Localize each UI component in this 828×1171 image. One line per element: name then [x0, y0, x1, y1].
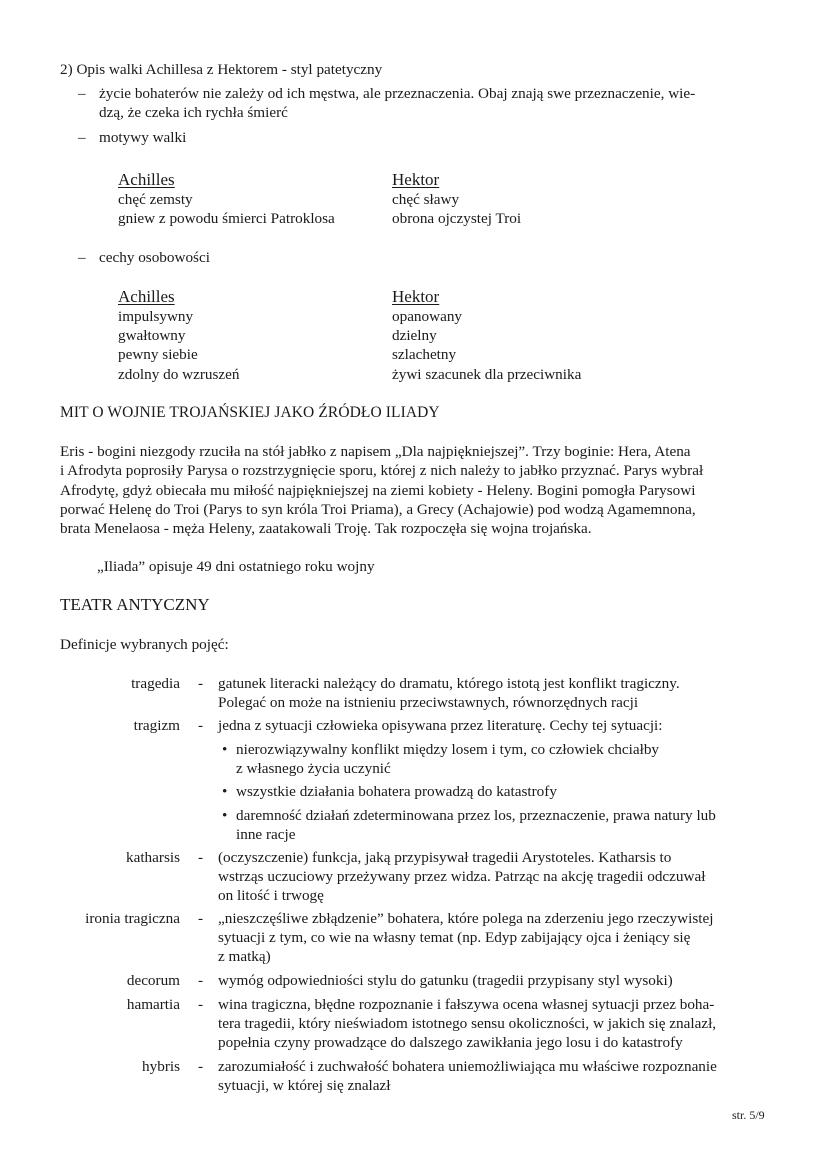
definition-line: wymóg odpowiedniości stylu do gatunku (tragedii przypisany styl wysoki)	[218, 972, 673, 989]
term-katharsis: katharsis	[126, 849, 180, 866]
bullet-line: inne racje	[236, 826, 296, 843]
term-separator: -	[198, 717, 204, 734]
traits-label: cechy osobowości	[99, 249, 210, 266]
definition-line: wina tragiczna, błędne rozpoznanie i fałszywa ocena własnej sytuacji przez boha-	[218, 996, 715, 1013]
myth-heading: MIT O WOJNIE TROJAŃSKIEJ JAKO ŹRÓDŁO ILIADY	[60, 404, 440, 421]
term-separator: -	[198, 910, 204, 927]
bullet-icon: •	[222, 807, 228, 824]
term-ironia-tragiczna: ironia tragiczna	[85, 910, 180, 927]
trait-achilles-item: impulsywny	[118, 308, 194, 325]
motives-achilles-header: Achilles	[118, 170, 175, 189]
bullet-line: z własnego życia uczynić	[236, 760, 391, 777]
definition-line: wstrząs uczuciowy przeżywany przez widza. Patrząc na akcję tragedii odczuwał	[218, 868, 706, 885]
term-separator: -	[198, 972, 204, 989]
definition-line: on litość i trwogę	[218, 887, 324, 904]
list-dash: –	[78, 85, 86, 102]
bullet-icon: •	[222, 783, 228, 800]
bullet-line: nierozwiązywalny konflikt między losem i tym, co człowiek chciałby	[236, 741, 660, 758]
traits-hektor-header: Hektor	[392, 287, 440, 306]
definition-line: z matką)	[218, 948, 271, 965]
trait-achilles-item: zdolny do wzruszeń	[118, 366, 240, 383]
definition-line: sytuacji z tym, co wie na własny temat (np. Edyp zabijający ojca i żeniący się	[218, 929, 691, 946]
theatre-heading: TEATR ANTYCZNY	[60, 595, 210, 614]
definition-line: gatunek literacki należący do dramatu, którego istotą jest konflikt tragiczny.	[218, 675, 680, 692]
definition-line: zarozumiałość i zuchwałość bohatera uniemożliwiająca mu właściwe rozpoznanie	[218, 1058, 717, 1075]
page-number: str. 5/9	[732, 1108, 765, 1122]
motives-label: motywy walki	[99, 129, 187, 146]
term-separator: -	[198, 1058, 204, 1075]
motive-hektor-item: chęć sławy	[392, 191, 460, 208]
trait-hektor-item: opanowany	[392, 308, 463, 325]
traits-achilles-header: Achilles	[118, 287, 175, 306]
definition-line: sytuacji, w której się znalazł	[218, 1077, 391, 1094]
term-hamartia: hamartia	[126, 996, 180, 1013]
definition-line: tera tragedii, który nieświadom istotnego sensu okoliczności, w jakich się znalazł,	[218, 1015, 717, 1032]
definition-line: (oczyszczenie) funkcja, jaką przypisywał tragedii Arystoteles. Katharsis to	[218, 849, 672, 866]
term-tragedia: tragedia	[131, 675, 180, 692]
term-separator: -	[198, 996, 204, 1013]
list-dash: –	[78, 249, 86, 266]
term-tragizm: tragizm	[133, 717, 180, 734]
trait-hektor-item: szlachetny	[392, 346, 457, 363]
definition-line: Polegać on może na istnieniu przeciwstawnych, równorzędnych racji	[218, 694, 639, 711]
bullet-icon: •	[222, 741, 228, 758]
definitions-label: Definicje wybranych pojęć:	[60, 636, 229, 653]
trait-achilles-item: gwałtowny	[118, 327, 186, 344]
motive-hektor-item: obrona ojczystej Troi	[392, 210, 522, 227]
trait-hektor-item: dzielny	[392, 327, 437, 344]
fate-line-1: życie bohaterów nie zależy od ich męstwa, ale przeznaczenia. Obaj znają swe przeznaczenie, wie-	[99, 85, 696, 102]
section-title: 2) Opis walki Achillesa z Hektorem - styl patetyczny	[60, 61, 383, 78]
myth-line: i Afrodyta poprosiły Parysa o rozstrzygnięcie sporu, której z nich należy to jabłko przyznać. Parys wybrał	[60, 462, 704, 479]
myth-line: porwać Helenę do Troi (Parys to syn króla Troi Priama), a Grecy (Achajowie) pod wodzą Agamemnona,	[60, 501, 696, 518]
term-decorum: decorum	[126, 972, 180, 989]
definition-line: „nieszczęśliwe zbłądzenie” bohatera, które polega na zderzeniu jego rzeczywistej	[218, 910, 714, 927]
fate-line-2: dzą, że czeka ich rychła śmierć	[99, 104, 288, 121]
bullet-line: daremność działań zdeterminowana przez los, przeznaczenie, prawa natury lub	[236, 807, 716, 824]
term-hybris: hybris	[142, 1058, 180, 1075]
trait-hektor-item: żywi szacunek dla przeciwnika	[392, 366, 582, 383]
myth-line: Afrodytę, gdyż obiecała mu miłość najpiękniejszej na ziemi kobiety - Heleny. Bogini pomogła Parysowi	[60, 482, 696, 499]
term-separator: -	[198, 675, 204, 692]
definition-line: jedna z sytuacji człowieka opisywana przez literaturę. Cechy tej sytuacji:	[218, 717, 663, 734]
term-separator: -	[198, 849, 204, 866]
motives-hektor-header: Hektor	[392, 170, 440, 189]
trait-achilles-item: pewny siebie	[118, 346, 198, 363]
motive-achilles-item: gniew z powodu śmierci Patroklosa	[118, 210, 335, 227]
motive-achilles-item: chęć zemsty	[118, 191, 193, 208]
list-dash: –	[78, 129, 86, 146]
iliad-note: „Iliada” opisuje 49 dni ostatniego roku wojny	[97, 558, 375, 575]
bullet-line: wszystkie działania bohatera prowadzą do katastrofy	[236, 783, 557, 800]
definition-line: popełnia czyny prowadzące do dalszego zawikłania jego losu i do katastrofy	[218, 1034, 683, 1051]
myth-line: Eris - bogini niezgody rzuciła na stół jabłko z napisem „Dla najpiękniejszej”. Trzy boginie: Hera, Atena	[60, 443, 691, 460]
myth-line: brata Menelaosa - męża Heleny, zaatakowali Troję. Tak rozpoczęła się wojna trojańska.	[60, 520, 592, 537]
